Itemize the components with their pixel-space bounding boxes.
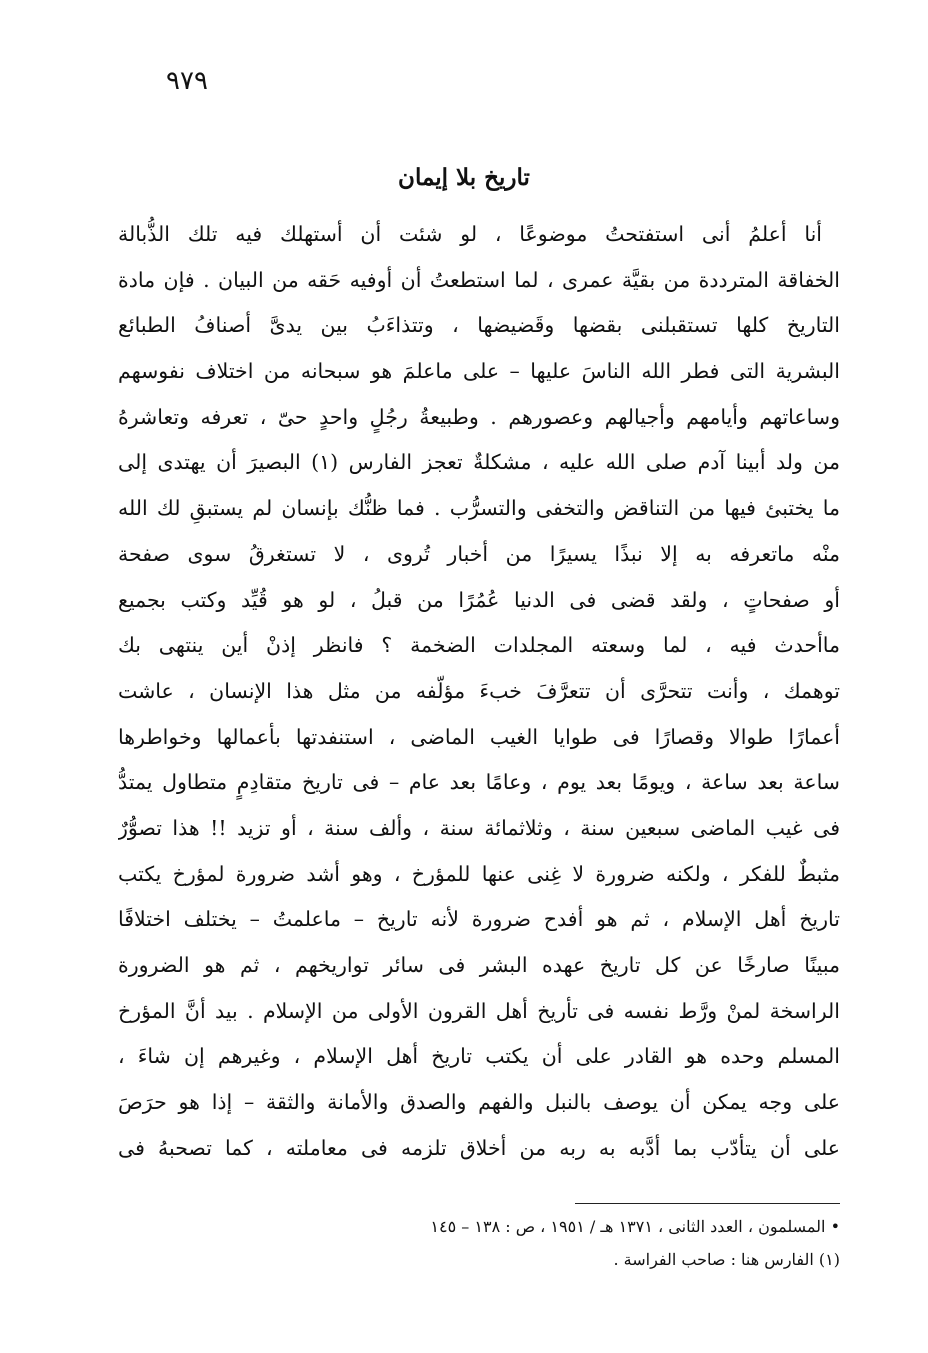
body-line: توهمك ، وأنت تتحرَّى أن تتعرَّفَ خبءَ مؤلّفه من مثل هذا الإنسان ، عاشت xyxy=(118,678,840,703)
body-line: ما يختبئ فيها من التناقض والتخفى والتسرُّب . فما ظنُّك بإنسان لم يستبقِ لك الله xyxy=(118,496,840,521)
body-line: مبينًا صارخًا عن كل تاريخ عهده البشر فى سائر تواريخهم ، ثم هو الضرورة xyxy=(118,953,840,977)
body-line: أنا أعلمُ أنى استفتحتُ موضوعًا ، لو شئت أن أستهلك فيه تلك الذُّبالة xyxy=(118,222,822,246)
footnote-1: (١) الفارس هنا : صاحب الفراسة . xyxy=(613,1250,840,1269)
body-line: على أن يتأدّب بما أدَّبه به ربه من أخلاق تلزمه فى معاملته ، كما تصحبهُ فى xyxy=(118,1135,840,1160)
body-line: الخفاقة المترددة من بقيَّة عمرى ، لما استطعتُ أن أوفيه حَقه من البيان . فإن مادة xyxy=(118,267,840,292)
footnote-separator xyxy=(575,1203,840,1204)
article-title: تاريخ بلا إيمان xyxy=(398,164,530,191)
body-line: من ولد أبينا آدم صلى الله عليه ، مشكلةٌ تعجز الفارس (١) البصيرَ أن يهتدى إلى xyxy=(118,450,840,475)
page-number: ٩٧٩ xyxy=(166,66,208,96)
body-line: التاريخ كلها تستقبلنى بقضها وقَضيضها ، وتتذاءَبُ بين يدىَّ أصنافُ الطبائع xyxy=(118,313,840,338)
body-line: أعمارًا طوالا وقصارًا فى طوايا الغيب الماضى ، استنفدتها بأعمالها وخواطرها xyxy=(118,724,840,749)
article-body xyxy=(118,212,840,1171)
body-line: المسلم وحده هو القادر على أن يكتب تاريخ أهل الإسلام ، وغيرهم إن شاءَ ، xyxy=(118,1044,840,1069)
body-line: أو صفحاتٍ ، ولقد قضى فى الدنيا عُمُرًا من قبلُ ، لو هو قُيِّد وكتب بجميع xyxy=(118,587,840,612)
body-line: ساعة بعد ساعة ، ويومًا بعد يوم ، وعامًا بعد عام – فى تاريخ متقادِمٍ متطاول يمتدُّ xyxy=(118,770,840,795)
body-line: ماأحدث فيه ، لما وسعته المجلدات الضخمة ؟ فانظر إذنْ أين ينتهى بك xyxy=(118,633,840,658)
body-line: مثبطٌ للفكر ، ولكنه ضرورة لا غِنى عنها للمؤرخ ، وهو أشد ضرورة لمؤرخ يكتب xyxy=(118,861,840,886)
body-line: فى غيب الماضى سبعين سنة ، وثلاثمائة سنة ، وألف سنة ، أو تزيد !! هذا تصوُّرٌ xyxy=(118,815,840,840)
footnotes xyxy=(218,1210,840,1276)
body-line: الراسخة لمنْ ورَّط نفسه فى تأريخ أهل القرون الأولى من الإسلام . بيد أنَّ المؤرخ xyxy=(118,998,840,1023)
footnote-source: • المسلمون ، العدد الثانى ، ١٣٧١ هـ / ١٩٥١ ، ص : ١٣٨ – ١٤٥ xyxy=(430,1217,840,1236)
body-line: منْه ماتعرفه به إلا نبذًا يسيرًا من أخبار تُروى ، لا تستغرقُ سوى صفحة xyxy=(118,541,840,566)
body-line: البشرية التى فطر الله الناسَ عليها – على ماعلمَ هو سبحانه من اختلاف نفوسهم xyxy=(118,359,840,384)
body-line: تاريخ أهل الإسلام ، ثم هو أفدح ضرورة لأنه تاريخ – ماعلمتُ – يختلف اختلافًا xyxy=(118,907,840,932)
body-line: وساعاتهم وأيامهم وأجيالهم وعصورهم . وطبيعةُ رجُلٍ واحدٍ حىّ ، تعرفه وتعاشرهُ xyxy=(118,404,840,429)
body-line: على وجه يمكن أن يوصف بالنبل والفهم والصدق والأمانة والثقة – إذا هو حرَصَ xyxy=(118,1090,840,1115)
